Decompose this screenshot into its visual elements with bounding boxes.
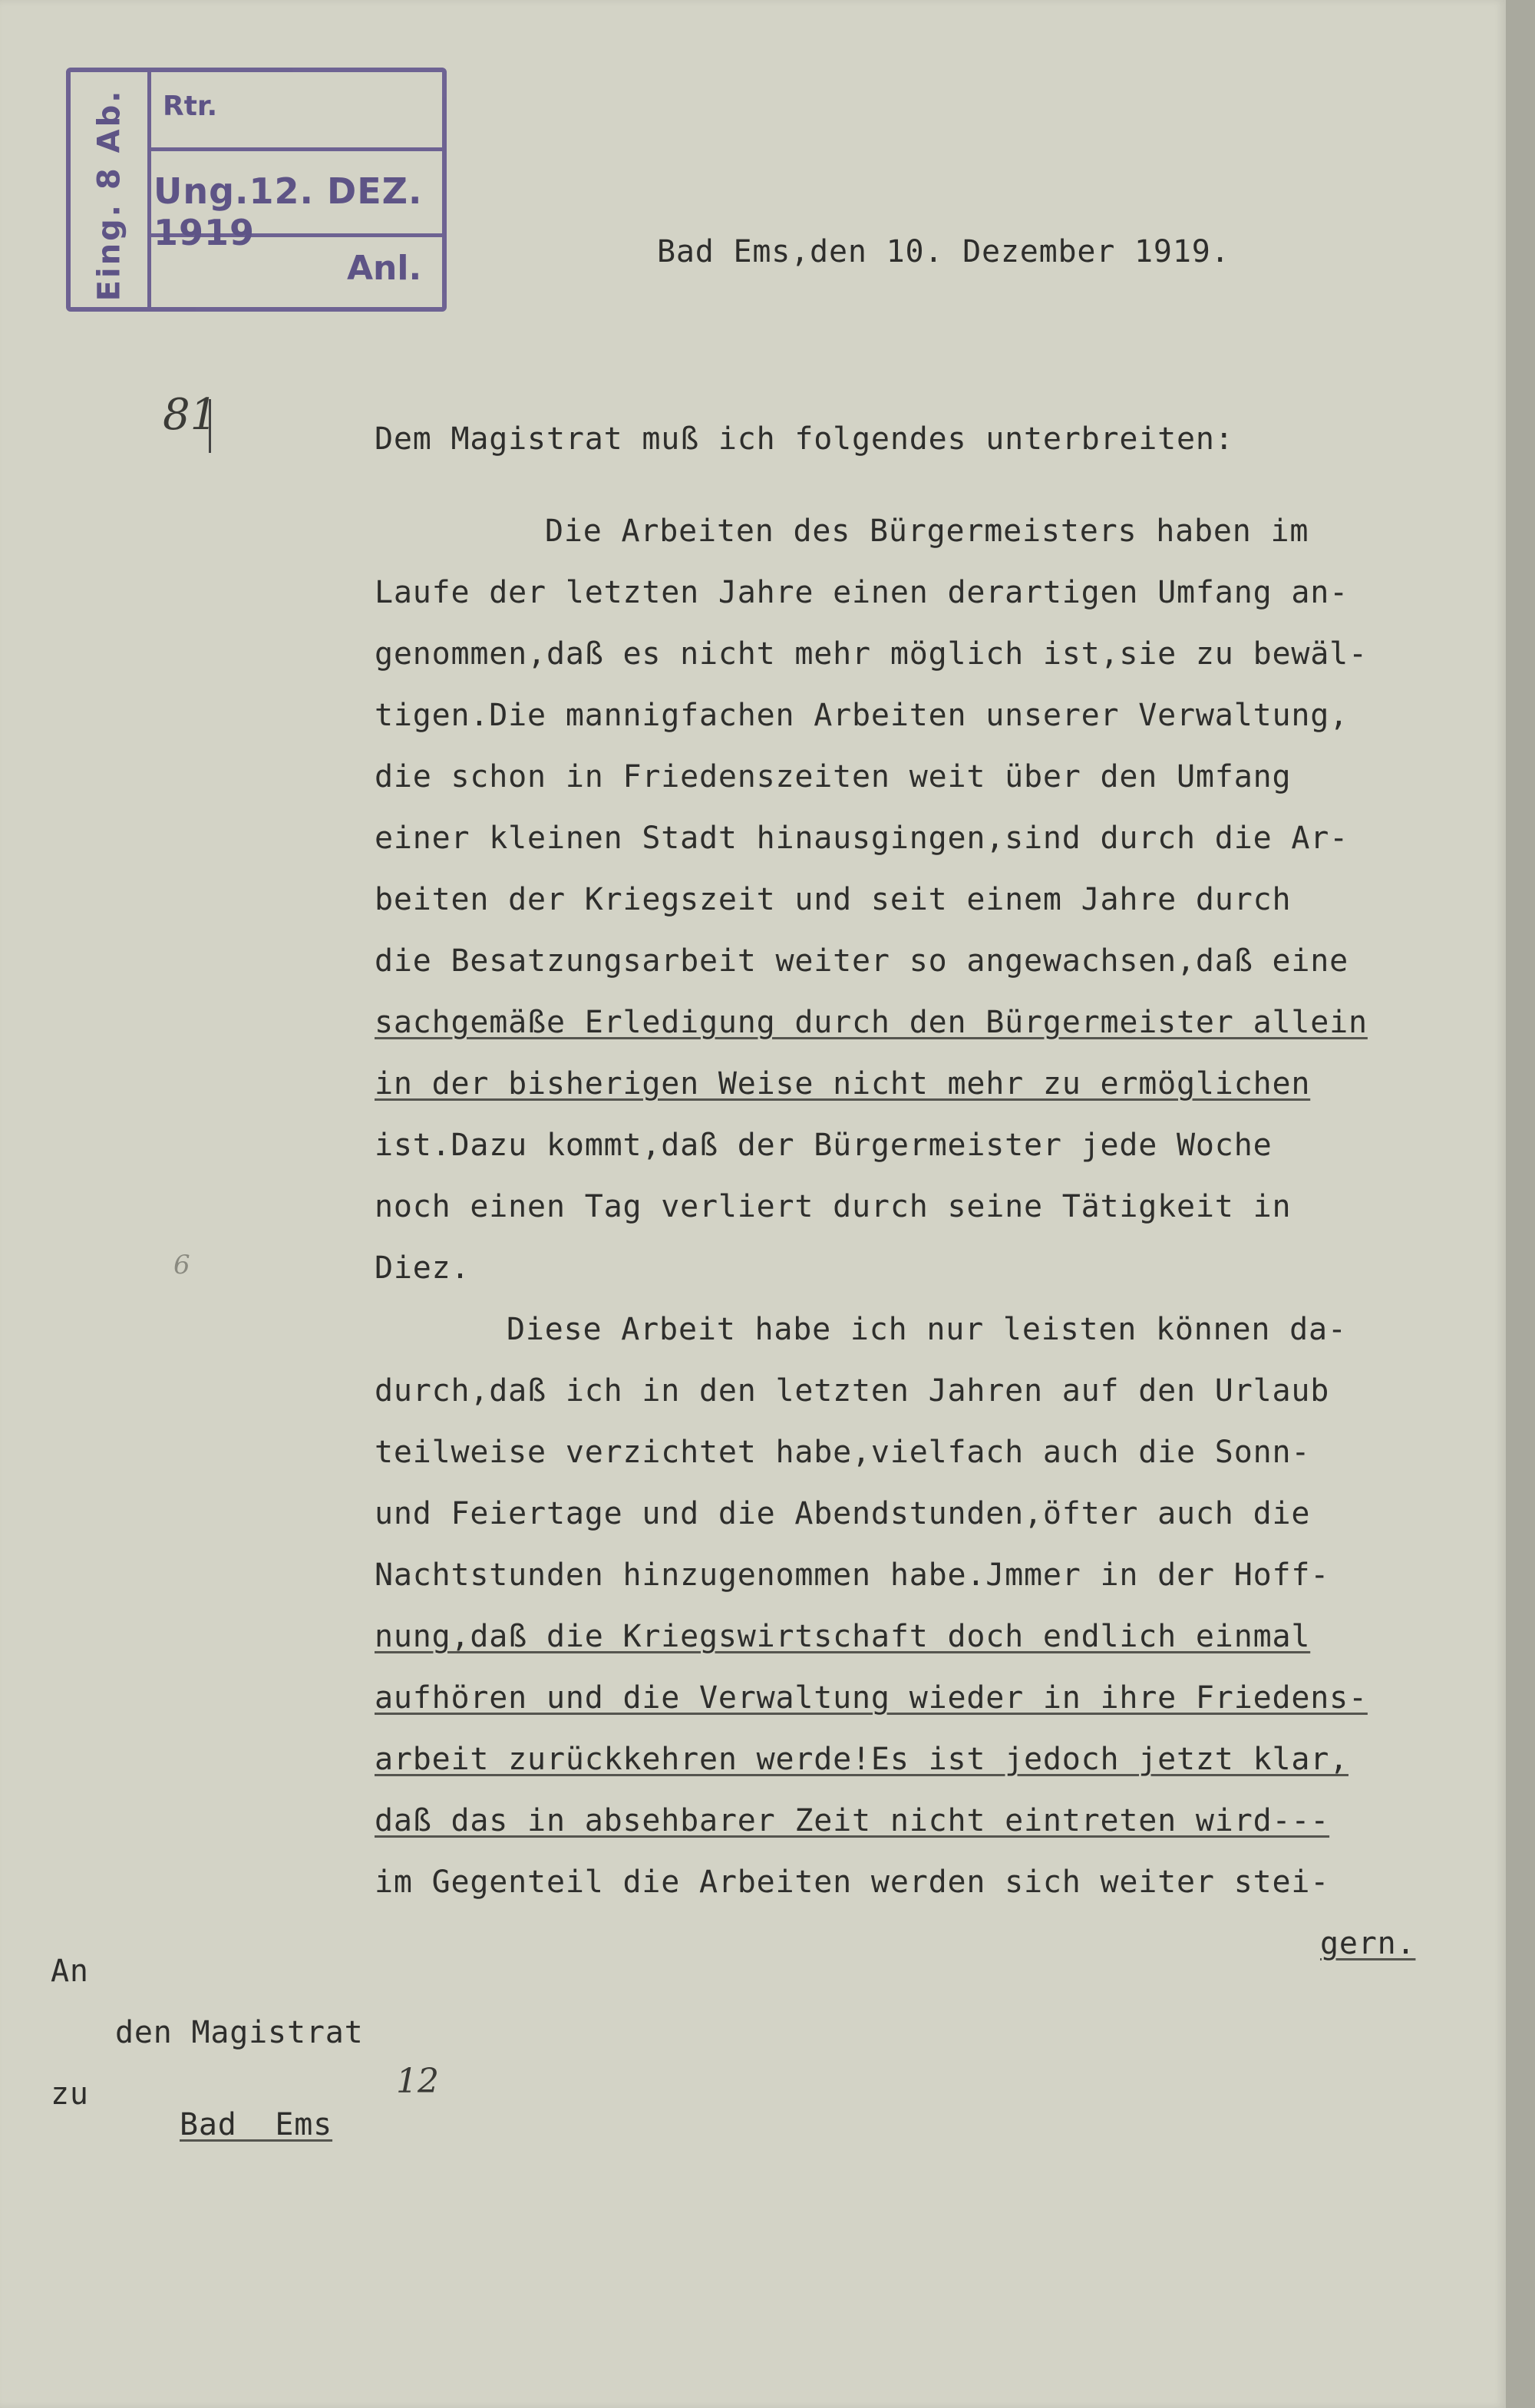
stamp-side-text: Eing. 8 Ab.	[91, 88, 127, 302]
margin-bracket	[201, 399, 211, 453]
body-line: im Gegenteil die Arbeiten werden sich weiter stei-	[375, 1865, 1330, 1900]
body-line: Die Arbeiten des Bürgermeisters haben im	[545, 514, 1309, 549]
stamp-bottom-label: Anl.	[347, 249, 422, 288]
body-line-underlined: in der bisherigen Weise nicht mehr zu ermöglichen	[375, 1066, 1311, 1102]
address-zu: zu	[51, 2076, 89, 2112]
greeting: Dem Magistrat muß ich folgendes unterbreiten:	[375, 421, 1234, 457]
body-line: Laufe der letzten Jahre einen derartigen Umfang an-	[375, 575, 1348, 610]
stamp-date: Ung.12. DEZ. 1919	[154, 170, 423, 253]
address-place: Bad Ems	[180, 2107, 333, 2142]
body-line-underlined: arbeit zurückkehren werde!Es ist jedoch jetzt klar,	[375, 1742, 1348, 1777]
body-line-underlined: daß das in absehbarer Zeit nicht eintreten wird---	[375, 1803, 1330, 1838]
body-line: Diese Arbeit habe ich nur leisten können da-	[507, 1312, 1347, 1347]
date-line: Bad Ems,den 10. Dezember 1919.	[657, 234, 1230, 269]
address-an: An	[51, 1954, 89, 1989]
handwritten-page-number: 12	[396, 2062, 439, 2101]
body-line: noch einen Tag verliert durch seine Tätigkeit in	[375, 1189, 1292, 1224]
body-line: beiten der Kriegszeit und seit einem Jahre durch	[375, 882, 1292, 917]
margin-pencil-note: 6	[173, 1250, 190, 1280]
body-line: Nachtstunden hinzugenommen habe.Jmmer in der Hoff-	[375, 1557, 1330, 1593]
body-line-underlined: gern.	[1320, 1926, 1416, 1961]
body-line: durch,daß ich in den letzten Jahren auf den Urlaub	[375, 1373, 1330, 1409]
page-edge	[1506, 0, 1535, 2408]
stamp-top-label: Rtr.	[163, 91, 218, 122]
receipt-stamp	[66, 68, 447, 312]
address-recipient: den Magistrat	[115, 2015, 364, 2050]
stamp-side	[78, 88, 140, 302]
body-line: die schon in Friedenszeiten weit über den Umfang	[375, 759, 1292, 794]
body-line: genommen,daß es nicht mehr möglich ist,sie zu bewäl-	[375, 636, 1368, 672]
body-line: ist.Dazu kommt,daß der Bürgermeister jede Woche	[375, 1128, 1273, 1163]
body-line: Diez.	[375, 1250, 470, 1286]
body-line-underlined: sachgemäße Erledigung durch den Bürgermeister allein	[375, 1005, 1368, 1040]
body-line: einer kleinen Stadt hinausgingen,sind durch die Ar-	[375, 821, 1348, 856]
margin-number: 81	[163, 390, 218, 440]
body-line-underlined: aufhören und die Verwaltung wieder in ihre Friedens-	[375, 1680, 1368, 1716]
stamp-divider-top	[147, 147, 442, 151]
stamp-divider-vertical	[147, 72, 151, 307]
body-line: und Feiertage und die Abendstunden,öfter auch die	[375, 1496, 1311, 1531]
body-line: die Besatzungsarbeit weiter so angewachsen,daß eine	[375, 943, 1348, 979]
body-line: teilweise verzichtet habe,vielfach auch die Sonn-	[375, 1435, 1311, 1470]
body-line: tigen.Die mannigfachen Arbeiten unserer Verwaltung,	[375, 698, 1348, 733]
body-line-underlined: nung,daß die Kriegswirtschaft doch endlich einmal	[375, 1619, 1311, 1654]
